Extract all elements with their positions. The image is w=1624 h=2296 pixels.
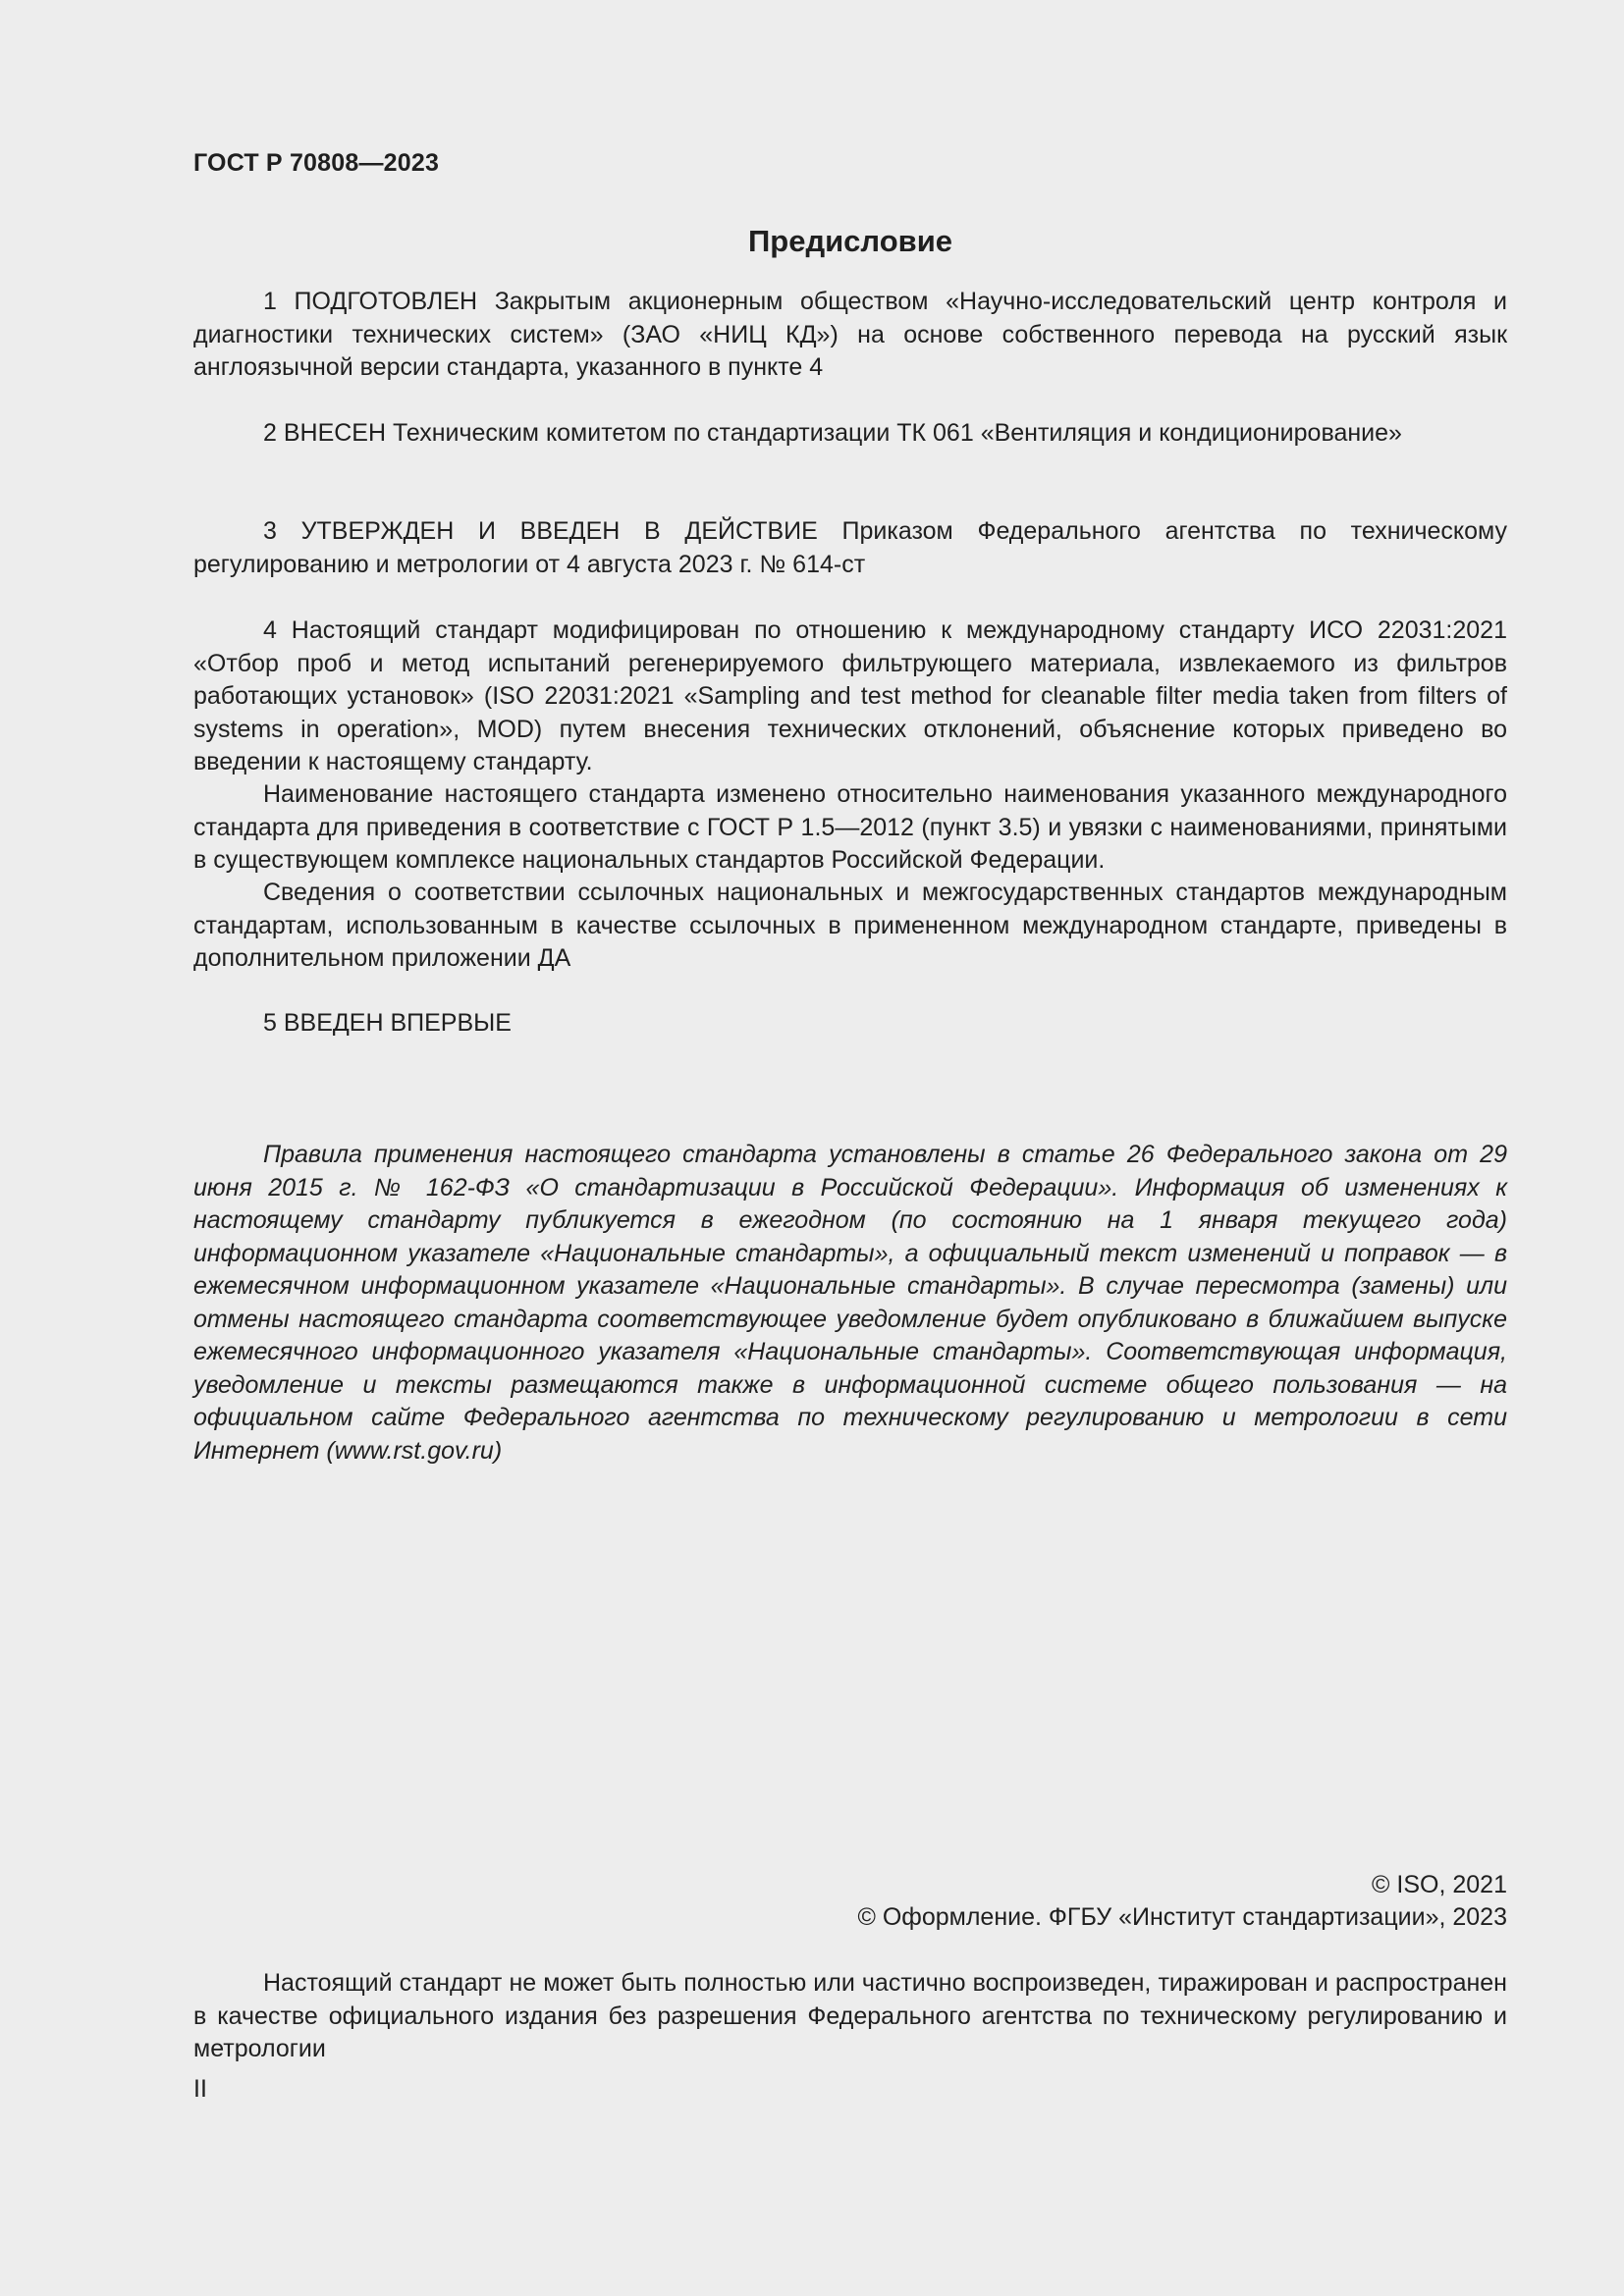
- document-page: [193, 0, 1507, 2296]
- copyright-design: © Оформление. ФГБУ «Институт стандартизации», 2023: [857, 1903, 1507, 1931]
- preface-item-3: 3 УТВЕРЖДЕН И ВВЕДЕН В ДЕЙСТВИЕ Приказом Федерального агентства по техническому регулированию и метрологии от 4 августа 2023 г. № 614-ст: [193, 517, 1507, 578]
- preface-title: Предисловие: [747, 224, 952, 258]
- preface-item-5: 5 ВВЕДЕН ВПЕРВЫЕ: [263, 1009, 512, 1037]
- document-code-header: ГОСТ Р 70808—2023: [193, 149, 440, 177]
- preface-item-4-references: Сведения о соответствии ссылочных национальных и межгосударственных стандартов международным стандартам, использованным в качестве ссылочных в примененном международном стандарте, приведены в дополнительном приложении ДА: [193, 879, 1507, 972]
- application-rules-notice: Правила применения настоящего стандарта установлены в статье 26 Федерального закона от 29 июня 2015 г. № 162-ФЗ «О стандартизации в Российской Федерации». Информация об изменениях к настоящему стандарту публикуется в ежегодном (по состоянию на 1 января текущего года) информационном указателе «Национальные стандарты», а официальный текст изменений и поправок — в ежемесячном информационном указателе «Национальные стандарты». В случае пересмотра (замены) или отмены настоящего стандарта соответствующее уведомление будет опубликовано в ближайшем выпуске ежемесячного информационного указателя «Национальные стандарты». Соответствующая информация, уведомление и тексты размещаются также в информационной системе общего пользования — на официальном сайте Федерального агентства по техническому регулированию и метрологии в сети Интернет (www.rst.gov.ru): [193, 1141, 1507, 1465]
- preface-item-4-name-change: Наименование настоящего стандарта изменено относительно наименования указанного международного стандарта для приведения в соответствие с ГОСТ Р 1.5—2012 (пункт 3.5) и увязки с наименованиями, принятыми в существующем комплексе национальных стандартов Российской Федерации.: [193, 780, 1507, 874]
- copyright-iso: © ISO, 2021: [1372, 1871, 1507, 1898]
- page-number: II: [193, 2075, 207, 2103]
- preface-item-1: 1 ПОДГОТОВЛЕН Закрытым акционерным обществом «Научно-исследовательский центр контроля и диагностики технических систем» (ЗАО «НИЦ КД») на основе собственного перевода на русский язык англоязычной версии стандарта, указанного в пункте 4: [193, 288, 1507, 381]
- reproduction-notice: Настоящий стандарт не может быть полностью или частично воспроизведен, тиражирован и распространен в качестве официального издания без разрешения Федерального агентства по техническому регулированию и метрологии: [193, 1969, 1507, 2062]
- preface-item-4: 4 Настоящий стандарт модифицирован по отношению к международному стандарту ИСО 22031:2021 «Отбор проб и метод испытаний регенерируемого фильтрующего материала, извлекаемого из фильтров работающих установок» (ISO 22031:2021 «Sampling and test method for cleanable filter media taken from filters of systems in operation», MOD) путем внесения технических отклонений, объяснение которых приведено во введении к настоящему стандарту.: [193, 616, 1507, 775]
- preface-item-2: 2 ВНЕСЕН Техническим комитетом по стандартизации ТК 061 «Вентиляция и кондиционирование»: [263, 419, 1402, 447]
